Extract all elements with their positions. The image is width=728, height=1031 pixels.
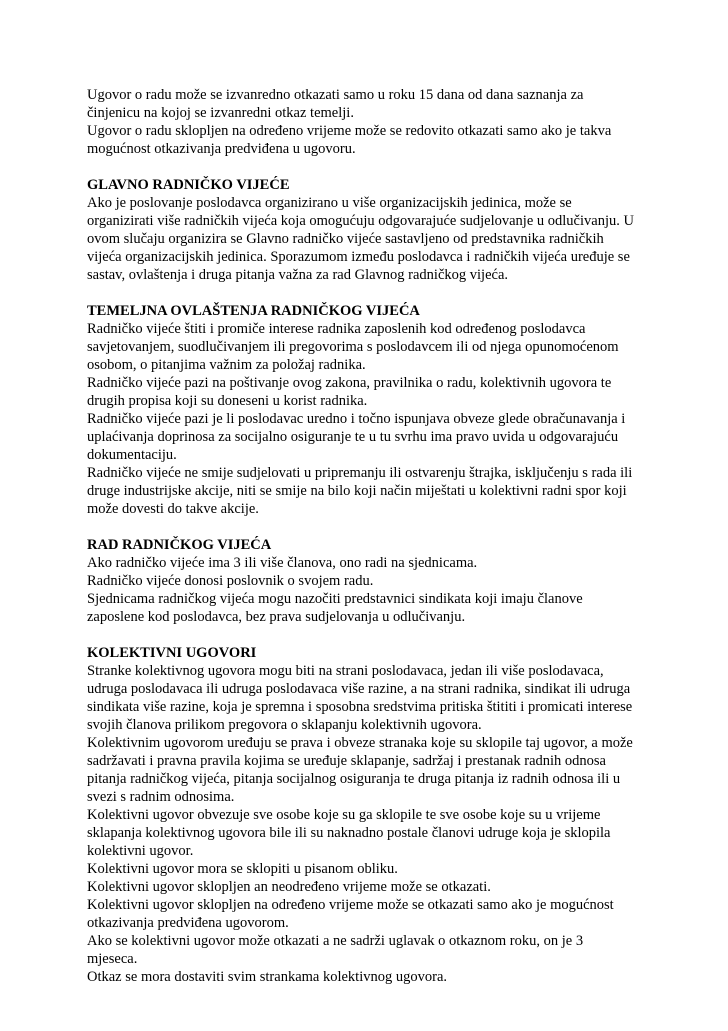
text-line: Radničko vijeće pazi na poštivanje ovog zakona, pravilnika o radu, kolektivnih ugovora te bbox=[87, 375, 612, 391]
text-line: mjeseca. bbox=[87, 951, 138, 967]
text-line: mogućnost otkazivanja predviđena u ugovoru. bbox=[87, 141, 356, 157]
text-line: pitanja radničkog vijeća, pitanja socijalnog osiguranja te druga pitanja iz radnih odnosa ili u bbox=[87, 771, 621, 787]
text-line: vijeća organizacijskih jedinica. Sporazumom između poslodavca i radničkih vijeća uređuje se bbox=[87, 249, 630, 265]
text-line: drugih propisa koji su doneseni u korist radnika. bbox=[87, 393, 368, 409]
text-line: otkazivanja predviđena ugovorom. bbox=[87, 915, 289, 931]
section-glavno-radnicko-vijece bbox=[87, 176, 657, 284]
text-line: savjetovanjem, suodlučivanjem ili pregovorima s poslodavcem ili od njega opunomoćenom bbox=[87, 339, 619, 355]
text-line: Kolektivnim ugovorom uređuju se prava i obveze stranaka koje su sklopile taj ugovor, a može bbox=[87, 735, 633, 751]
section-heading: TEMELJNA OVLAŠTENJA RADNIČKOG VIJEĆA bbox=[87, 303, 420, 319]
text-line: Ako se kolektivni ugovor može otkazati a ne sadrži uglavak o otkaznom roku, on je 3 bbox=[87, 933, 584, 949]
text-line: Ugovor o radu sklopljen na određeno vrijeme može se redovito otkazati samo ako je takva bbox=[87, 123, 612, 139]
section-gap bbox=[87, 626, 657, 644]
section-rad-radnickog-vijeca bbox=[87, 536, 657, 626]
text-line: Radničko vijeće ne smije sudjelovati u pripremanju ili ostvarenju štrajka, isključenju s rada ili bbox=[87, 465, 633, 481]
section-heading: KOLEKTIVNI UGOVORI bbox=[87, 645, 257, 661]
text-line: Ako je poslovanje poslodavca organizirano u više organizacijskih jedinica, može se bbox=[87, 195, 572, 211]
text-line: Sjednicama radničkog vijeća mogu nazočiti predstavnici sindikata koji imaju članove bbox=[87, 591, 583, 607]
section-gap bbox=[87, 518, 657, 536]
document-page bbox=[87, 86, 657, 986]
text-line: kolektivni ugovor. bbox=[87, 843, 194, 859]
text-line: svojih članova prilikom pregovora o sklapanju kolektivnih ugovora. bbox=[87, 717, 482, 733]
section-kolektivni-ugovori bbox=[87, 644, 657, 986]
text-line: osobom, o pitanjima važnim za položaj radnika. bbox=[87, 357, 366, 373]
text-line: Radničko vijeće donosi poslovnik o svojem radu. bbox=[87, 573, 374, 589]
intro-paragraph bbox=[87, 86, 657, 158]
section-gap bbox=[87, 158, 657, 176]
text-line: činjenicu na kojoj se izvanredni otkaz temelji. bbox=[87, 105, 354, 121]
text-line: druge industrijske akcije, niti se smije na bilo koji način miještati u kolektivni radni spor koji bbox=[87, 483, 627, 499]
section-gap bbox=[87, 284, 657, 302]
text-line: sindikata više razine, koja je spremna i sposobna sredstvima pritiska štititi i promicati interese bbox=[87, 699, 633, 715]
text-line: svezi s radnim odnosima. bbox=[87, 789, 235, 805]
text-line: uplaćivanja doprinosa za socijalno osiguranje te u tu svrhu ima pravo uvida u odgovarajuću bbox=[87, 429, 619, 445]
text-line: Radničko vijeće štiti i promiče interese radnika zaposlenih kod određenog poslodavca bbox=[87, 321, 586, 337]
text-line: sklapanja kolektivnog ugovora bile ili su naknadno postale članovi udruge koja je sklopila bbox=[87, 825, 611, 841]
text-line: udruga poslodavaca ili udruga poslodavaca više razine, a na strani radnika, sindikat ili udruga bbox=[87, 681, 631, 697]
text-line: Kolektivni ugovor sklopljen na određeno vrijeme može se otkazati samo ako je mogućnost bbox=[87, 897, 614, 913]
text-line: dokumentaciju. bbox=[87, 447, 177, 463]
text-line: Kolektivni ugovor sklopljen an neodređeno vrijeme može se otkazati. bbox=[87, 879, 491, 895]
text-line: organizirati više radničkih vijeća koja omogućuju odgovarajuće sudjelovanje u odlučivanju. U bbox=[87, 213, 634, 229]
text-line: može dovesti do takve akcije. bbox=[87, 501, 259, 517]
text-line: sadržavati i pravna pravila kojima se uređuje sklapanje, sadržaj i prestanak radnih odnosa bbox=[87, 753, 606, 769]
text-line: zaposlene kod poslodavca, bez prava sudjelovanja u odlučivanju. bbox=[87, 609, 466, 625]
section-heading: GLAVNO RADNIČKO VIJEĆE bbox=[87, 177, 290, 193]
text-line: Ako radničko vijeće ima 3 ili više članova, ono radi na sjednicama. bbox=[87, 555, 478, 571]
text-line: sastav, ovlaštenja i druga pitanja važna za rad Glavnog radničkog vijeća. bbox=[87, 267, 509, 283]
section-heading: RAD RADNIČKOG VIJEĆA bbox=[87, 537, 272, 553]
text-line: Radničko vijeće pazi je li poslodavac uredno i točno ispunjava obveze glede obračunavanja i bbox=[87, 411, 626, 427]
text-line: Kolektivni ugovor mora se sklopiti u pisanom obliku. bbox=[87, 861, 398, 877]
text-line: Otkaz se mora dostaviti svim strankama kolektivnog ugovora. bbox=[87, 969, 448, 985]
text-line: Kolektivni ugovor obvezuje sve osobe koje su ga sklopile te sve osobe koje su u vrijeme bbox=[87, 807, 601, 823]
text-line: Stranke kolektivnog ugovora mogu biti na strani poslodavaca, jedan ili više poslodavaca, bbox=[87, 663, 604, 679]
text-line: Ugovor o radu može se izvanredno otkazati samo u roku 15 dana od dana saznanja za bbox=[87, 87, 584, 103]
text-line: ovom slučaju organizira se Glavno radničko vijeće sastavljeno od predstavnika radničkih bbox=[87, 231, 604, 247]
section-temeljna-ovlastenja bbox=[87, 302, 657, 518]
